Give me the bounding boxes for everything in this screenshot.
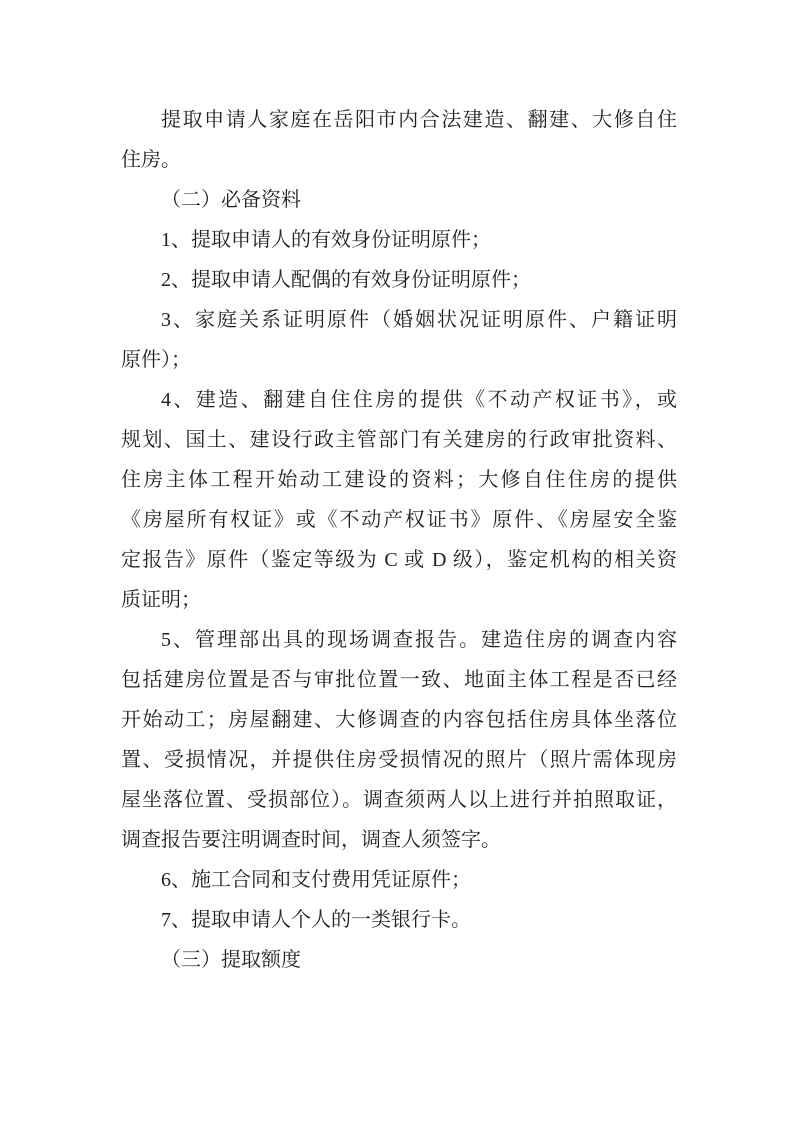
document-line: 3、家庭关系证明原件（婚姻状况证明原件、户籍证明 [161,309,677,331]
document-line: 7、提取申请人个人的一类银行卡。 [161,909,471,931]
document-line: 住房主体工程开始动工建设的资料；大修自住住房的提供 [121,469,677,491]
document-line: 1、提取申请人的有效身份证明原件； [161,229,491,251]
document-line: 置、受损情况，并提供住房受损情况的照片（照片需体现房 [121,749,677,771]
document-line: 定报告》原件（鉴定等级为 C 或 D 级），鉴定机构的相关资 [121,549,677,571]
document-line: 《房屋所有权证》或《不动产权证书》原件、《房屋安全鉴 [121,509,677,531]
document-text-block [121,100,677,980]
document-line: 原件）； [121,349,191,371]
document-line: 6、施工合同和支付费用凭证原件； [161,869,471,891]
document-line: （三）提取额度 [161,949,301,971]
document-line: 调查报告要注明调查时间，调查人须签字。 [121,829,501,851]
document-line: 5、管理部出具的现场调查报告。建造住房的调查内容 [161,629,677,651]
document-line: 住房。 [121,149,181,171]
document-line: 规划、国土、建设行政主管部门有关建房的行政审批资料、 [121,429,677,451]
document-line: 屋坐落位置、受损部位）。调查须两人以上进行并拍照取证， [121,789,677,811]
document-line: 4、建造、翻建自住住房的提供《不动产权证书》，或 [161,389,677,411]
document-line: 质证明； [121,589,201,611]
document-line: 提取申请人家庭在岳阳市内合法建造、翻建、大修自住 [161,109,677,131]
document-line: 开始动工；房屋翻建、大修调查的内容包括住房具体坐落位 [121,709,677,731]
document-line: （二）必备资料 [161,189,301,211]
document-line: 包括建房位置是否与审批位置一致、地面主体工程是否已经 [121,669,677,691]
document-line: 2、提取申请人配偶的有效身份证明原件； [161,269,531,291]
